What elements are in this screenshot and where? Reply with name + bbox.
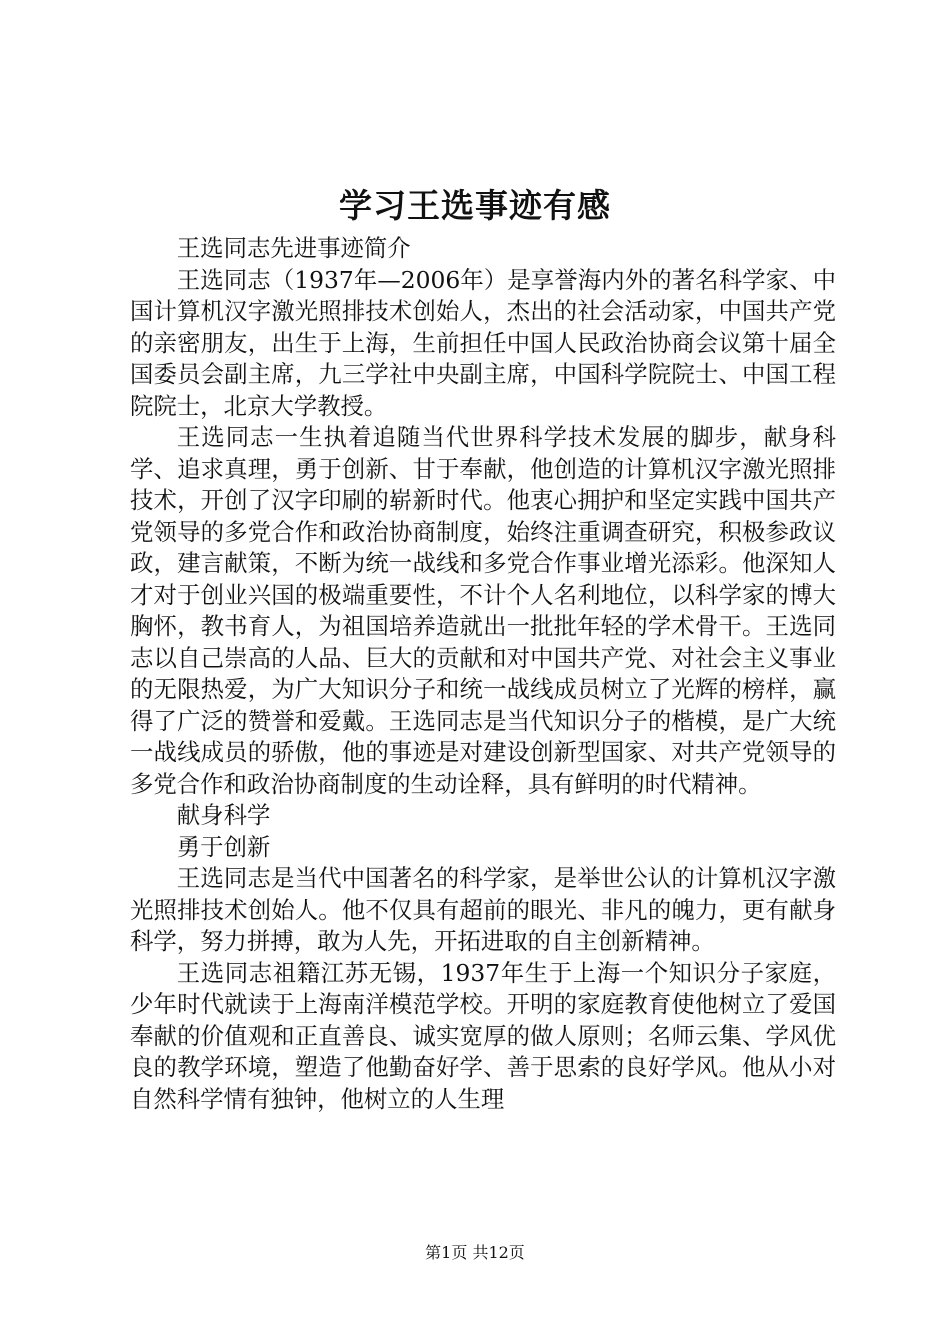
- paragraph: 王选同志（1937年—2006年）是享誉海内外的著名科学家、中国计算机汉字激光照排技术创始人，杰出的社会活动家，中国共产党的亲密朋友，出生于上海，生前担任中国人民政治协商会议第十届全国委员会副主席，九三学社中央副主席，中国科学院院士、中国工程院院士，北京大学教授。: [130, 265, 836, 420]
- page-footer: 第1页 共12页: [425, 1243, 525, 1262]
- paragraph: 王选同志一生执着追随当代世界科学技术发展的脚步，献身科学、追求真理，勇于创新、甘于奉献，他创造的计算机汉字激光照排技术，开创了汉字印刷的崭新时代。他衷心拥护和坚定实践中国共产党领导的多党合作和政治协商制度，始终注重调查研究，积极参政议政，建言献策，不断为统一战线和多党合作事业增光添彩。他深知人才对于创业兴国的极端重要性，不计个人名利地位，以科学家的博大胸怀，教书育人，为祖国培养造就出一批批年轻的学术骨干。王选同志以自己崇高的人品、巨大的贡献和对中国共产党、对社会主义事业的无限热爱，为广大知识分子和统一战线成员树立了光辉的榜样，赢得了广泛的赞誉和爱戴。王选同志是当代知识分子的楷模，是广大统一战线成员的骄傲，他的事迹是对建设创新型国家、对共产党领导的多党合作和政治协商制度的生动诠释，具有鲜明的时代精神。: [130, 423, 836, 798]
- section-heading: 勇于创新: [176, 832, 271, 861]
- paragraph: 王选同志是当代中国著名的科学家，是举世公认的计算机汉字激光照排技术创始人。他不仅具有超前的眼光、非凡的魄力，更有献身科学，努力拼搏，敢为人先，开拓进取的自主创新精神。: [130, 864, 836, 955]
- document-body: [130, 233, 836, 1115]
- paragraph: 王选同志祖籍江苏无锡，1937年生于上海一个知识分子家庭，少年时代就读于上海南洋模范学校。开明的家庭教育使他树立了爱国奉献的价值观和正直善良、诚实宽厚的做人原则；名师云集、学风优良的教学环境，塑造了他勤奋好学、善于思索的良好学风。他从小对自然科学情有独钟，他树立的人生理: [130, 958, 836, 1113]
- document-title: 学习王选事迹有感: [339, 186, 611, 225]
- section-heading: 献身科学: [176, 801, 271, 829]
- section-heading-intro: 王选同志先进事迹简介: [176, 234, 411, 262]
